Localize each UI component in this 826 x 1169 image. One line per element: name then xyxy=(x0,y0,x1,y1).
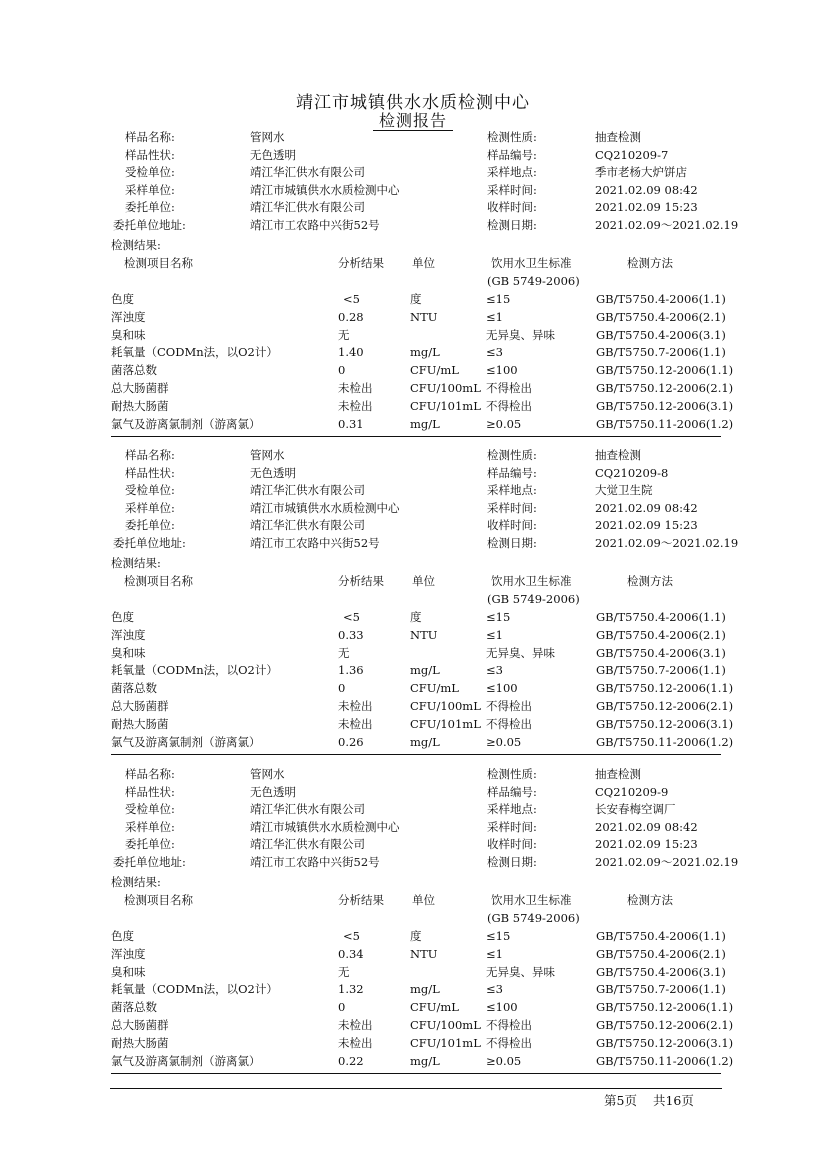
inspection-nature-label: 检测性质: xyxy=(487,767,537,781)
cell-method: GB/T5750.12-2006(2.1) xyxy=(596,1018,734,1032)
cell-item: 耐热大肠菌 xyxy=(111,716,169,731)
cell-standard: 不得检出 xyxy=(486,398,532,413)
sampling-unit-label: 采样单位: xyxy=(125,500,175,515)
results-label: 检测结果: xyxy=(111,875,161,889)
sampling-unit-value: 靖江市城镇供水水质检测中心 xyxy=(250,182,400,197)
cell-method: GB/T5750.7-2006(1.1) xyxy=(596,982,726,997)
cell-result: 未检出 xyxy=(338,381,373,395)
col-header-method: 检测方法 xyxy=(627,574,673,588)
cell-standard: ≥0.05 xyxy=(486,734,522,749)
cell-item: 浑浊度 xyxy=(111,627,146,642)
cell-unit: CFU/100mL xyxy=(410,381,481,395)
cell-result: <5 xyxy=(343,610,360,624)
cell-item: 臭和味 xyxy=(111,327,146,342)
cell-item: 菌落总数 xyxy=(111,363,157,378)
sample-state-value: 无色透明 xyxy=(250,784,296,799)
cell-unit: CFU/100mL xyxy=(410,1018,481,1032)
cell-standard: ≤15 xyxy=(486,929,511,943)
inspection-nature-label: 检测性质: xyxy=(487,448,537,462)
cell-item: 氯气及游离氯制剂（游离氯） xyxy=(111,734,261,749)
cell-standard: ≤1 xyxy=(486,627,503,642)
test-date-value: 2021.02.09～2021.02.19 xyxy=(595,535,739,550)
cell-method: GB/T5750.12-2006(2.1) xyxy=(596,699,734,713)
cell-result: 未检出 xyxy=(338,1018,373,1032)
cell-method: GB/T5750.4-2006(3.1) xyxy=(596,327,726,342)
col-header-standard: 饮用水卫生标准 xyxy=(491,893,572,907)
cell-unit: 度 xyxy=(410,610,422,624)
cell-item: 菌落总数 xyxy=(111,681,157,696)
cell-result: <5 xyxy=(343,929,360,943)
cell-method: GB/T5750.4-2006(2.1) xyxy=(596,309,726,324)
cell-standard: ≤100 xyxy=(486,1000,518,1015)
col-header-standard-ref: (GB 5749-2006) xyxy=(487,911,580,925)
cell-standard: ≤3 xyxy=(486,982,503,997)
inspected-unit-value: 靖江华汇供水有限公司 xyxy=(250,802,365,816)
page-total: 共16页 xyxy=(652,1093,694,1108)
sample-no-label: 样品编号: xyxy=(487,465,537,480)
cell-result: 未检出 xyxy=(338,1035,373,1050)
sample-name-value: 管网水 xyxy=(250,767,285,781)
page-footer xyxy=(604,1091,694,1109)
sample-state-label: 样品性状: xyxy=(125,465,175,480)
col-header-result: 分析结果 xyxy=(338,893,384,907)
col-header-standard: 饮用水卫生标准 xyxy=(491,574,572,588)
cell-standard: ≤3 xyxy=(486,663,503,678)
cell-method: GB/T5750.4-2006(2.1) xyxy=(596,627,726,642)
receipt-time-label: 收样时间: xyxy=(487,837,537,851)
inspected-unit-label: 受检单位: xyxy=(125,483,175,497)
sample-name-label: 样品名称: xyxy=(125,767,175,781)
cell-method: GB/T5750.12-2006(1.1) xyxy=(596,363,734,378)
cell-method: GB/T5750.4-2006(1.1) xyxy=(596,929,726,943)
results-label: 检测结果: xyxy=(111,238,161,252)
sampling-site-value: 长安春梅空调厂 xyxy=(595,802,676,816)
cell-item: 耗氧量（CODMn法，以O2计） xyxy=(111,982,278,997)
sample-state-value: 无色透明 xyxy=(250,465,296,480)
results-label: 检测结果: xyxy=(111,556,161,570)
cell-unit: CFU/mL xyxy=(410,1000,459,1015)
cell-result: 0.22 xyxy=(338,1053,364,1068)
test-date-label: 检测日期: xyxy=(487,535,537,550)
sampling-time-value: 2021.02.09 08:42 xyxy=(595,182,698,197)
receipt-time-value: 2021.02.09 15:23 xyxy=(595,518,698,532)
cell-unit: mg/L xyxy=(410,1053,440,1068)
cell-result: 0.31 xyxy=(338,416,364,431)
cell-result: 0 xyxy=(338,1000,346,1015)
cell-standard: 不得检出 xyxy=(486,1035,532,1050)
inspected-unit-value: 靖江华汇供水有限公司 xyxy=(250,483,365,497)
receipt-time-value: 2021.02.09 15:23 xyxy=(595,837,698,851)
cell-result: 未检出 xyxy=(338,398,373,413)
entrusting-address-label: 委托单位地址: xyxy=(113,535,186,550)
test-date-value: 2021.02.09～2021.02.19 xyxy=(595,854,739,869)
col-header-unit: 单位 xyxy=(412,256,435,270)
cell-standard: ≤15 xyxy=(486,292,511,306)
entrusting-unit-value: 靖江华汇供水有限公司 xyxy=(250,200,365,214)
cell-standard: ≤100 xyxy=(486,363,518,378)
sampling-site-label: 采样地点: xyxy=(487,483,537,497)
cell-result: 1.36 xyxy=(338,663,364,678)
entrusting-unit-value: 靖江华汇供水有限公司 xyxy=(250,518,365,532)
cell-standard: ≤100 xyxy=(486,681,518,696)
cell-item: 色度 xyxy=(111,292,134,306)
cell-method: GB/T5750.11-2006(1.2) xyxy=(596,734,734,749)
sample-no-value: CQ210209-7 xyxy=(595,147,669,162)
sample-no-label: 样品编号: xyxy=(487,784,537,799)
cell-item: 臭和味 xyxy=(111,964,146,979)
sampling-site-value: 季市老杨大炉饼店 xyxy=(595,165,687,179)
entrusting-address-label: 委托单位地址: xyxy=(113,217,186,232)
col-header-standard: 饮用水卫生标准 xyxy=(491,256,572,270)
cell-standard: 无异臭、异味 xyxy=(486,645,555,660)
inspected-unit-label: 受检单位: xyxy=(125,802,175,816)
receipt-time-label: 收样时间: xyxy=(487,518,537,532)
sample-name-label: 样品名称: xyxy=(125,130,175,144)
cell-method: GB/T5750.12-2006(1.1) xyxy=(596,681,734,696)
cell-item: 浑浊度 xyxy=(111,946,146,961)
cell-method: GB/T5750.12-2006(2.1) xyxy=(596,381,734,395)
cell-result: 未检出 xyxy=(338,699,373,713)
sampling-unit-value: 靖江市城镇供水水质检测中心 xyxy=(250,500,400,515)
cell-result: 1.32 xyxy=(338,982,364,997)
cell-result: <5 xyxy=(343,292,360,306)
cell-item: 臭和味 xyxy=(111,645,146,660)
col-header-unit: 单位 xyxy=(412,574,435,588)
cell-standard: ≥0.05 xyxy=(486,416,522,431)
cell-unit: CFU/101mL xyxy=(410,1035,481,1050)
cell-result: 0 xyxy=(338,363,346,378)
col-header-standard-ref: (GB 5749-2006) xyxy=(487,274,580,288)
inspection-nature-value: 抽查检测 xyxy=(595,767,641,781)
cell-unit: mg/L xyxy=(410,982,440,997)
entrusting-unit-label: 委托单位: xyxy=(125,837,175,851)
cell-standard: ≤15 xyxy=(486,610,511,624)
entrusting-address-value: 靖江市工农路中兴街52号 xyxy=(250,854,380,869)
cell-unit: mg/L xyxy=(410,345,440,360)
cell-standard: ≤3 xyxy=(486,345,503,360)
cell-result: 0.34 xyxy=(338,946,364,961)
inspection-nature-value: 抽查检测 xyxy=(595,130,641,144)
report-separator xyxy=(111,1073,721,1074)
cell-method: GB/T5750.7-2006(1.1) xyxy=(596,345,726,360)
sampling-time-value: 2021.02.09 08:42 xyxy=(595,819,698,834)
cell-unit: NTU xyxy=(410,627,438,642)
footer-rule xyxy=(110,1088,722,1089)
sampling-unit-label: 采样单位: xyxy=(125,182,175,197)
cell-item: 总大肠菌群 xyxy=(111,1018,169,1032)
cell-item: 耐热大肠菌 xyxy=(111,1035,169,1050)
cell-unit: mg/L xyxy=(410,734,440,749)
col-header-standard-ref: (GB 5749-2006) xyxy=(487,592,580,606)
entrusting-unit-label: 委托单位: xyxy=(125,518,175,532)
entrusting-address-label: 委托单位地址: xyxy=(113,854,186,869)
sample-no-value: CQ210209-8 xyxy=(595,465,669,480)
sampling-unit-value: 靖江市城镇供水水质检测中心 xyxy=(250,819,400,834)
inspection-nature-label: 检测性质: xyxy=(487,130,537,144)
sampling-time-label: 采样时间: xyxy=(487,182,537,197)
cell-unit: CFU/100mL xyxy=(410,699,481,713)
cell-result: 无 xyxy=(338,645,350,660)
cell-item: 总大肠菌群 xyxy=(111,699,169,713)
cell-method: GB/T5750.7-2006(1.1) xyxy=(596,663,726,678)
cell-unit: mg/L xyxy=(410,663,440,678)
sample-state-value: 无色透明 xyxy=(250,147,296,162)
cell-standard: 无异臭、异味 xyxy=(486,964,555,979)
report-block xyxy=(0,765,826,1075)
cell-standard: ≤1 xyxy=(486,309,503,324)
cell-method: GB/T5750.12-2006(3.1) xyxy=(596,716,734,731)
doc-title-text: 检测报告 xyxy=(373,111,453,131)
cell-unit: CFU/mL xyxy=(410,681,459,696)
cell-method: GB/T5750.11-2006(1.2) xyxy=(596,416,734,431)
sampling-site-value: 大觉卫生院 xyxy=(595,483,653,497)
cell-item: 耐热大肠菌 xyxy=(111,398,169,413)
cell-standard: 不得检出 xyxy=(486,716,532,731)
cell-method: GB/T5750.4-2006(1.1) xyxy=(596,292,726,306)
test-date-label: 检测日期: xyxy=(487,217,537,232)
sample-no-value: CQ210209-9 xyxy=(595,784,669,799)
cell-method: GB/T5750.11-2006(1.2) xyxy=(596,1053,734,1068)
inspected-unit-label: 受检单位: xyxy=(125,165,175,179)
cell-unit: NTU xyxy=(410,946,438,961)
cell-item: 色度 xyxy=(111,929,134,943)
cell-result: 1.40 xyxy=(338,345,364,360)
cell-item: 氯气及游离氯制剂（游离氯） xyxy=(111,1053,261,1068)
entrusting-address-value: 靖江市工农路中兴街52号 xyxy=(250,217,380,232)
test-date-label: 检测日期: xyxy=(487,854,537,869)
cell-result: 0.33 xyxy=(338,627,364,642)
inspected-unit-value: 靖江华汇供水有限公司 xyxy=(250,165,365,179)
sampling-time-value: 2021.02.09 08:42 xyxy=(595,500,698,515)
sampling-site-label: 采样地点: xyxy=(487,802,537,816)
cell-standard: 无异臭、异味 xyxy=(486,327,555,342)
cell-item: 氯气及游离氯制剂（游离氯） xyxy=(111,416,261,431)
receipt-time-label: 收样时间: xyxy=(487,200,537,214)
test-date-value: 2021.02.09～2021.02.19 xyxy=(595,217,739,232)
cell-method: GB/T5750.12-2006(3.1) xyxy=(596,1035,734,1050)
cell-unit: mg/L xyxy=(410,416,440,431)
sample-state-label: 样品性状: xyxy=(125,784,175,799)
cell-result: 无 xyxy=(338,964,350,979)
col-header-method: 检测方法 xyxy=(627,893,673,907)
col-header-unit: 单位 xyxy=(412,893,435,907)
cell-method: GB/T5750.4-2006(2.1) xyxy=(596,946,726,961)
cell-method: GB/T5750.12-2006(3.1) xyxy=(596,398,734,413)
receipt-time-value: 2021.02.09 15:23 xyxy=(595,200,698,214)
cell-standard: 不得检出 xyxy=(486,1018,532,1032)
entrusting-unit-value: 靖江华汇供水有限公司 xyxy=(250,837,365,851)
cell-item: 耗氧量（CODMn法，以O2计） xyxy=(111,663,278,678)
cell-result: 0.26 xyxy=(338,734,364,749)
cell-result: 无 xyxy=(338,327,350,342)
sampling-time-label: 采样时间: xyxy=(487,500,537,515)
cell-unit: 度 xyxy=(410,292,422,306)
report-block xyxy=(0,446,826,756)
cell-method: GB/T5750.12-2006(1.1) xyxy=(596,1000,734,1015)
cell-standard: 不得检出 xyxy=(486,699,532,713)
cell-result: 0 xyxy=(338,681,346,696)
sample-state-label: 样品性状: xyxy=(125,147,175,162)
inspection-nature-value: 抽查检测 xyxy=(595,448,641,462)
page-number: 第5页 xyxy=(604,1093,637,1108)
sample-name-value: 管网水 xyxy=(250,448,285,462)
col-header-method: 检测方法 xyxy=(627,256,673,270)
col-header-result: 分析结果 xyxy=(338,574,384,588)
col-header-item: 检测项目名称 xyxy=(124,893,193,907)
cell-item: 色度 xyxy=(111,610,134,624)
cell-unit: CFU/mL xyxy=(410,363,459,378)
entrusting-unit-label: 委托单位: xyxy=(125,200,175,214)
cell-unit: CFU/101mL xyxy=(410,398,481,413)
sampling-site-label: 采样地点: xyxy=(487,165,537,179)
report-separator xyxy=(111,436,721,437)
cell-unit: CFU/101mL xyxy=(410,716,481,731)
sample-no-label: 样品编号: xyxy=(487,147,537,162)
col-header-result: 分析结果 xyxy=(338,256,384,270)
cell-method: GB/T5750.4-2006(1.1) xyxy=(596,610,726,624)
cell-method: GB/T5750.4-2006(3.1) xyxy=(596,964,726,979)
report-block xyxy=(0,128,826,438)
cell-item: 菌落总数 xyxy=(111,1000,157,1015)
sampling-time-label: 采样时间: xyxy=(487,819,537,834)
cell-result: 未检出 xyxy=(338,716,373,731)
cell-unit: 度 xyxy=(410,929,422,943)
cell-standard: ≤1 xyxy=(486,946,503,961)
cell-method: GB/T5750.4-2006(3.1) xyxy=(596,645,726,660)
cell-unit: NTU xyxy=(410,309,438,324)
cell-result: 0.28 xyxy=(338,309,364,324)
sampling-unit-label: 采样单位: xyxy=(125,819,175,834)
cell-standard: 不得检出 xyxy=(486,381,532,395)
col-header-item: 检测项目名称 xyxy=(124,574,193,588)
col-header-item: 检测项目名称 xyxy=(124,256,193,270)
report-separator xyxy=(111,754,721,755)
sample-name-label: 样品名称: xyxy=(125,448,175,462)
cell-item: 浑浊度 xyxy=(111,309,146,324)
cell-item: 耗氧量（CODMn法，以O2计） xyxy=(111,345,278,360)
sample-name-value: 管网水 xyxy=(250,130,285,144)
entrusting-address-value: 靖江市工农路中兴街52号 xyxy=(250,535,380,550)
cell-standard: ≥0.05 xyxy=(486,1053,522,1068)
org-title: 靖江市城镇供水水质检测中心 xyxy=(296,93,530,113)
cell-item: 总大肠菌群 xyxy=(111,381,169,395)
